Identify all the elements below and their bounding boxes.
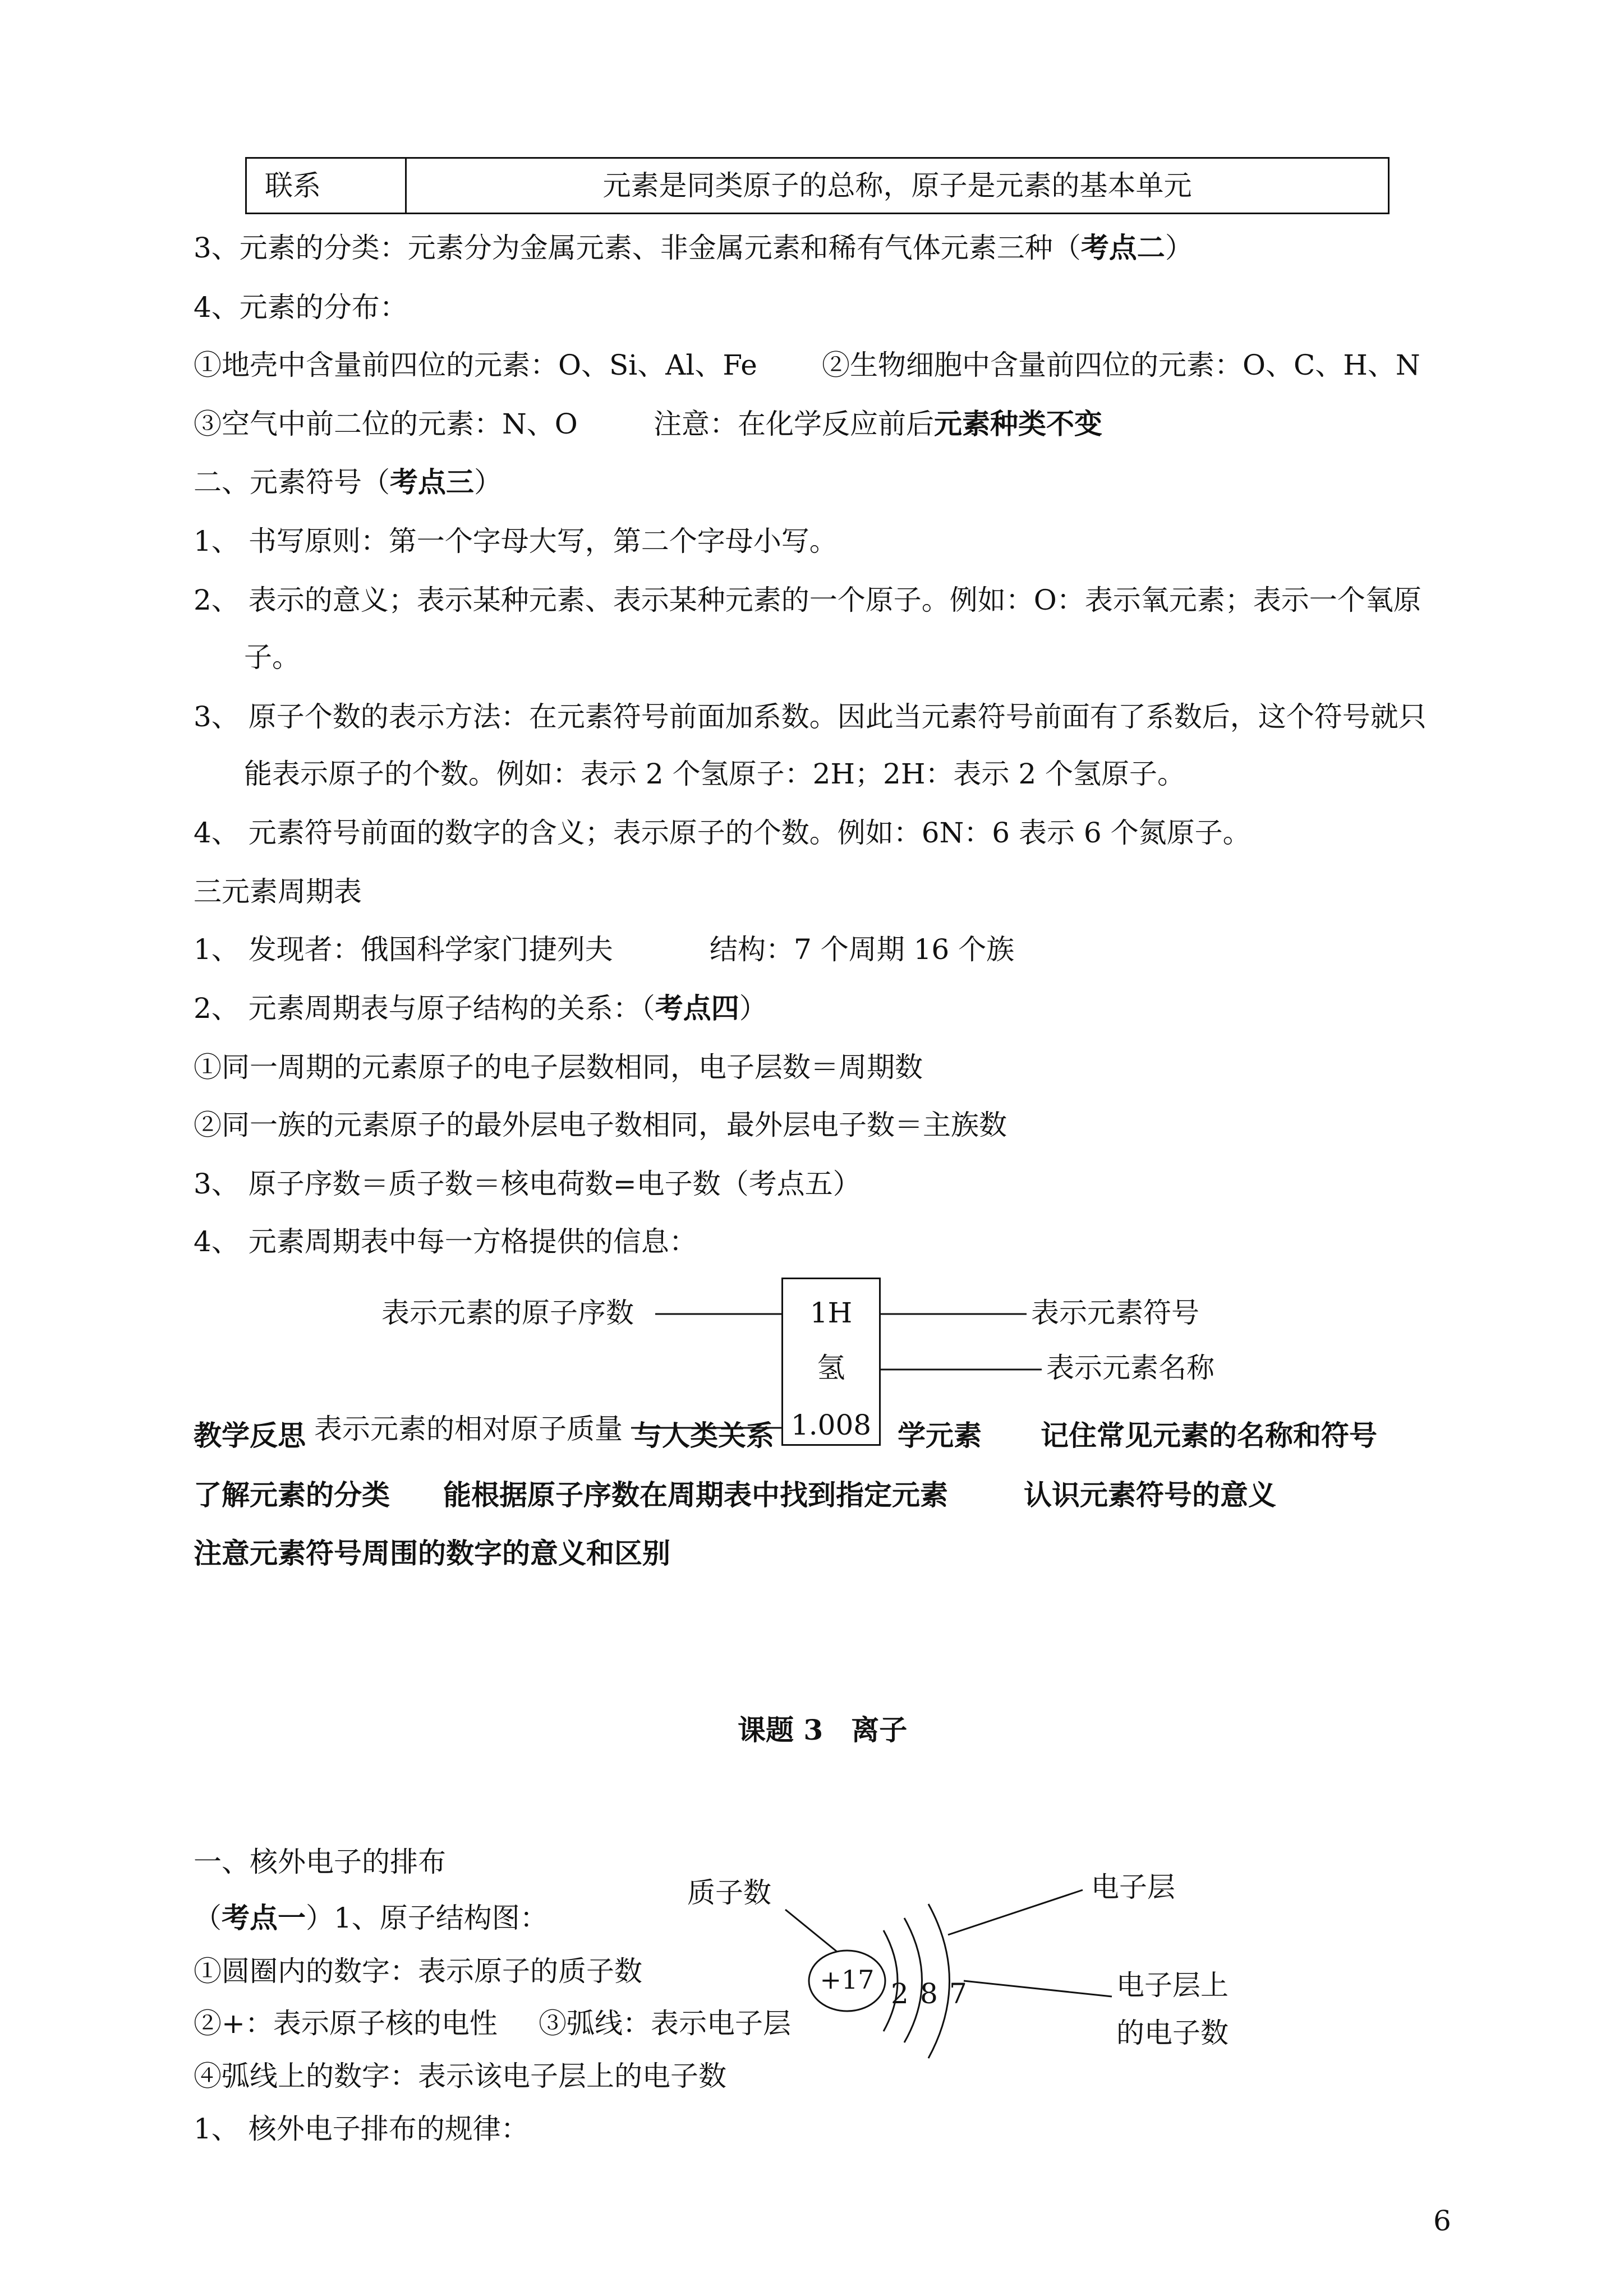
period-rule: ①同一周期的元素原子的电子层数相同，电子层数＝周期数 bbox=[194, 1051, 923, 1084]
coefficient-meaning: 4、 元素符号前面的数字的含义；表示原子的个数。例如：6N：6 表示 6 个氮原子。 bbox=[194, 817, 1251, 849]
cell-info-heading: 4、 元素周期表中每一方格提供的信息： bbox=[194, 1225, 697, 1258]
label-electron-shell: 电子层 bbox=[1091, 1871, 1175, 1903]
crust-elements: ①地壳中含量前四位的元素：O、Si、Al、Fe bbox=[194, 349, 757, 381]
writing-rule: 1、 书写原则：第一个字母大写，第二个字母小写。 bbox=[194, 525, 838, 557]
table-structure: 结构：7 个周期 16 个族 bbox=[710, 933, 1015, 966]
shell-3-electrons: 7 bbox=[949, 1977, 967, 2010]
cell-name: 氢 bbox=[817, 1352, 845, 1384]
atom-count-method: 3、 原子个数的表示方法：在元素符号前面加系数。因此当元素符号前面有了系数后，这个符号就只 bbox=[194, 700, 1427, 733]
arc-number-meaning: ④弧线上的数字：表示该电子层上的电子数 bbox=[194, 2060, 726, 2092]
cell-symbol: 1H bbox=[809, 1297, 853, 1329]
arc-meaning: ③弧线：表示电子层 bbox=[539, 2007, 791, 2040]
label-proton-number: 质子数 bbox=[687, 1877, 771, 1909]
reflection-learn-elements: 学元素 bbox=[898, 1419, 982, 1452]
conservation-note: 注意：在化学反应前后元素种类不变 bbox=[654, 407, 1102, 440]
reflection-numbers: 注意元素符号周围的数字的意义和区别 bbox=[194, 1537, 670, 1570]
group-rule: ②同一族的元素原子的最外层电子数相同，最外层电子数＝主族数 bbox=[194, 1109, 1007, 1141]
shell-2-electrons: 8 bbox=[920, 1977, 938, 2010]
relation-label: 联系 bbox=[265, 169, 321, 202]
label-element-symbol: 表示元素符号 bbox=[1031, 1297, 1199, 1329]
page-number: 6 bbox=[1433, 2205, 1451, 2237]
ion-heading: 一、核外电子的排布 bbox=[194, 1846, 446, 1878]
shell-arc-2 bbox=[904, 1918, 922, 2043]
atomic-number-rule: 3、 原子序数＝质子数＝核电荷数=电子数（考点五） bbox=[194, 1168, 861, 1200]
symbol-meaning-cont: 子。 bbox=[244, 641, 300, 674]
label-element-name: 表示元素名称 bbox=[1046, 1352, 1214, 1384]
atom-count-method-cont: 能表示原子的个数。例如：表示 2 个氢原子：2H；2H：表示 2 个氢原子。 bbox=[244, 758, 1186, 790]
pointer-shell bbox=[948, 1890, 1083, 1935]
pointer-electrons bbox=[964, 1981, 1112, 1997]
nucleus-charge: +17 bbox=[820, 1965, 875, 1995]
reflection-find-element: 能根据原子序数在周期表中找到指定元素 bbox=[443, 1478, 948, 1511]
cell-mass: 1.008 bbox=[790, 1409, 872, 1441]
section-title: 课题 3 离子 bbox=[738, 1713, 908, 1746]
element-classification-line: 3、元素的分类：元素分为金属元素、非金属元素和稀有气体元素三种（考点二） bbox=[194, 231, 1193, 264]
reflection-title: 教学反思 bbox=[194, 1419, 306, 1452]
element-symbol-heading: 二、元素符号（考点三） bbox=[194, 465, 502, 499]
reflection-symbol-meaning: 认识元素符号的意义 bbox=[1024, 1478, 1276, 1511]
cell-elements: ②生物细胞中含量前四位的元素：O、C、H、N bbox=[822, 349, 1420, 381]
shell-arc-3 bbox=[928, 1904, 950, 2058]
plus-sign-meaning: ②+：表示原子核的电性 bbox=[194, 2007, 498, 2040]
periodic-table-heading: 三元素周期表 bbox=[194, 875, 362, 908]
reflection-human-relation: 与人类关系 bbox=[634, 1419, 774, 1452]
label-atomic-number: 表示元素的原子序数 bbox=[381, 1297, 634, 1329]
label-shell-electrons-1: 电子层上 bbox=[1116, 1969, 1229, 2002]
symbol-meaning: 2、 表示的意义；表示某种元素、表示某种元素的一个原子。例如：O：表示氧元素；表示一个氧原 bbox=[194, 584, 1421, 616]
element-distribution-heading: 4、元素的分布： bbox=[194, 291, 408, 324]
nucleus-circle bbox=[809, 1951, 885, 2011]
table-structure-relation: 2、 元素周期表与原子结构的关系：（考点四） bbox=[194, 992, 767, 1025]
relation-content: 元素是同类原子的总称，原子是元素的基本单元 bbox=[602, 169, 1192, 202]
shell-1-electrons: 2 bbox=[891, 1977, 909, 2010]
structure-diagram-heading: （考点一）1、原子结构图： bbox=[194, 1901, 548, 1934]
reflection-classification: 了解元素的分类 bbox=[194, 1478, 390, 1511]
label-shell-electrons-2: 的电子数 bbox=[1116, 2017, 1229, 2049]
circle-number-meaning: ①圆圈内的数字：表示原子的质子数 bbox=[194, 1955, 642, 1988]
reflection-memorize: 记住常见元素的名称和符号 bbox=[1041, 1419, 1377, 1452]
arrangement-rules: 1、 核外电子排布的规律： bbox=[194, 2113, 529, 2145]
label-relative-mass: 表示元素的相对原子质量 bbox=[314, 1413, 623, 1445]
air-elements: ③空气中前二位的元素：N、O bbox=[194, 408, 578, 440]
pointer-proton bbox=[785, 1910, 837, 1952]
discoverer: 1、 发现者：俄国科学家门捷列夫 bbox=[194, 933, 613, 966]
